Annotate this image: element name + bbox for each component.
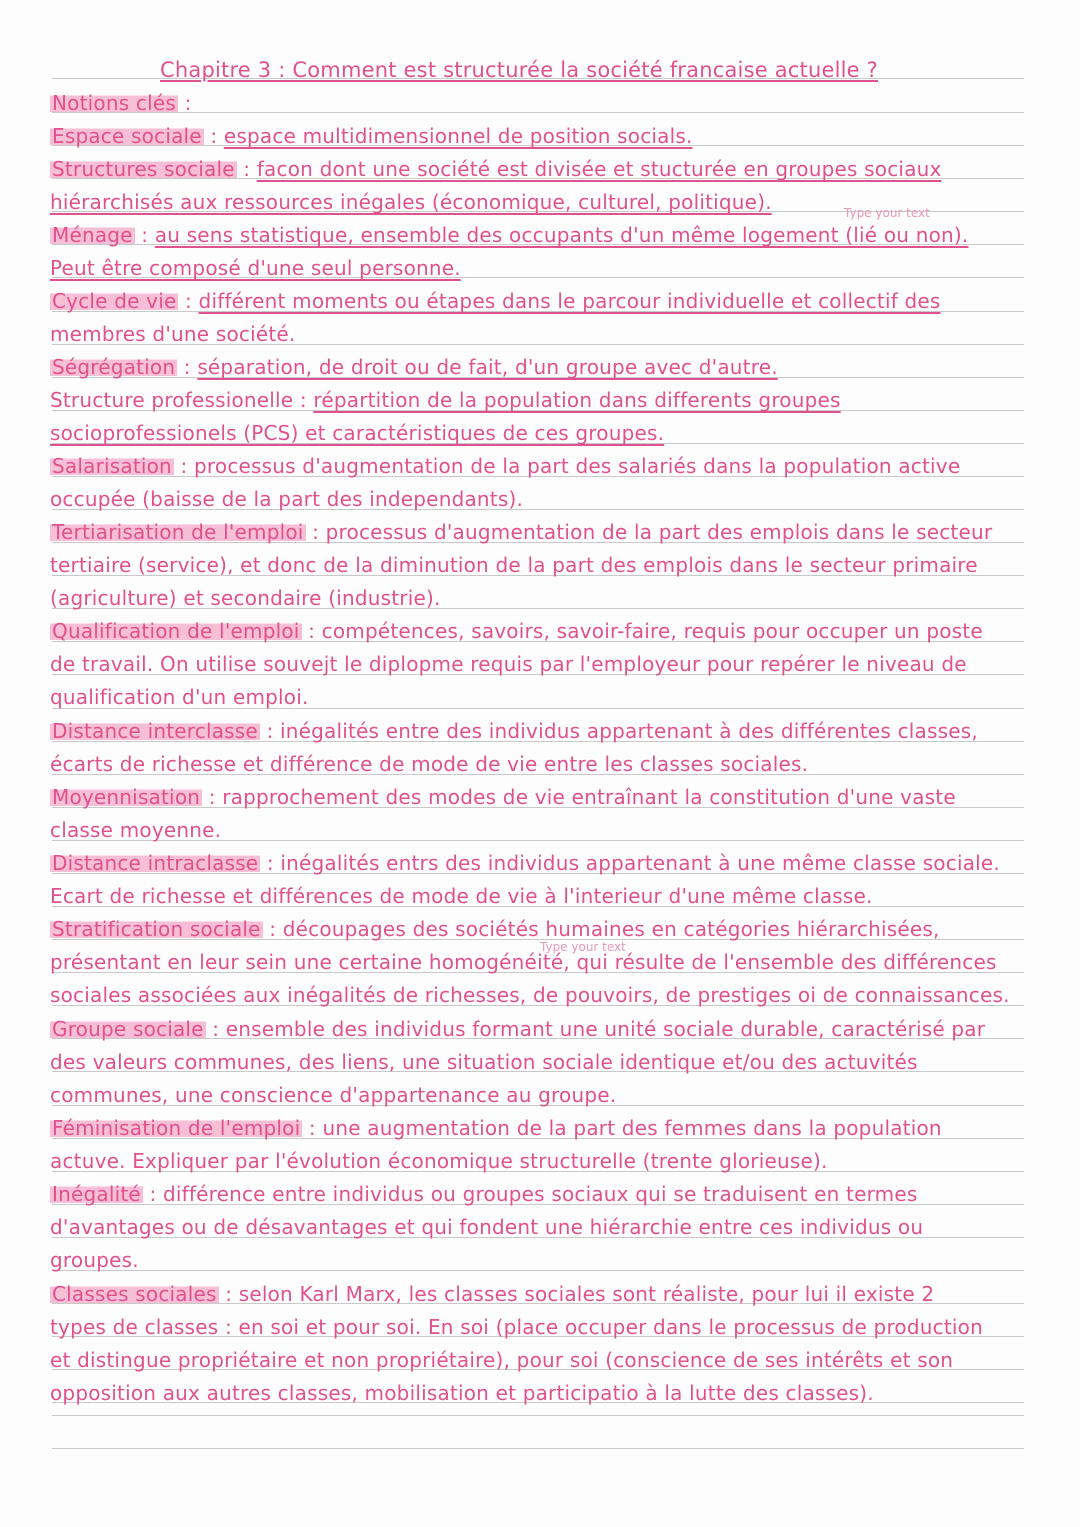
term-separator: : (134, 223, 155, 247)
definition-continuation (50, 1146, 1030, 1176)
watermark-text: Type your text (540, 940, 626, 954)
definition-text: facon dont une société est divisée et stucturée en groupes sociaux (256, 157, 942, 181)
definition-text: inégalités entrs des individus appartenant à une même classe sociale. (280, 851, 1000, 875)
term-label: Distance interclasse (52, 719, 258, 743)
definition-text: membres d'une société. (50, 322, 296, 346)
definition-continuation (50, 319, 1030, 349)
definition-text: communes, une conscience d'appartenance au groupe. (50, 1083, 617, 1107)
definition-text: groupes. (50, 1248, 139, 1272)
ruled-line (52, 1448, 1024, 1449)
term-label: Ménage (52, 223, 133, 247)
term-label: Classes sociales (52, 1282, 217, 1306)
term-label: Moyennisation (52, 785, 201, 809)
definition-feminisation (50, 1113, 1030, 1143)
definition-continuation (50, 947, 1030, 977)
term-separator: : (262, 917, 283, 941)
term-label: Structures sociale (52, 157, 235, 181)
section-heading (50, 88, 1030, 118)
term-label: Salarisation (52, 454, 172, 478)
definition-continuation (50, 1345, 1030, 1375)
definition-text: ensemble des individus formant une unité sociale durable, caractérisé par (225, 1017, 986, 1041)
definition-continuation (50, 815, 1030, 845)
definition-text: compétences, savoirs, savoir-faire, requis pour occuper un poste (321, 619, 983, 643)
definition-continuation (50, 881, 1030, 911)
definition-text: sociales associées aux inégalités de richesses, de pouvoirs, de prestiges oi de connaissances. (50, 983, 1010, 1007)
definition-continuation (50, 253, 1030, 283)
definition-text: tertiaire (service), et donc de la diminution de la part des emplois dans le secteur primaire (50, 553, 978, 577)
definition-text: découpages des sociétés humaines en catégories hiérarchisées, (282, 917, 940, 941)
term-label: Inégalité (52, 1182, 141, 1206)
definition-menage (50, 220, 1030, 250)
definition-text: socioprofessionels (PCS) et caractéristiques de ces groupes. (50, 421, 665, 445)
definition-tertiarisation (50, 517, 1030, 547)
definition-text: Peut être composé d'une seul personne. (50, 256, 461, 280)
definition-continuation (50, 1212, 1030, 1242)
heading-label: Notions clés (52, 91, 176, 115)
term-label: Stratification sociale (52, 917, 261, 941)
definition-continuation (50, 649, 1030, 679)
definition-continuation (50, 550, 1030, 580)
term-separator: : (177, 355, 198, 379)
definition-text: une augmentation de la part des femmes dans la population (322, 1116, 942, 1140)
definition-continuation (50, 980, 1030, 1010)
definition-text: processus d'augmentation de la part des salariés dans la population active (194, 454, 961, 478)
definition-groupe-sociale (50, 1014, 1030, 1044)
term-separator: : (218, 1282, 239, 1306)
definition-text: différence entre individus ou groupes sociaux qui se traduisent en termes (162, 1182, 918, 1206)
term-label: Espace sociale (52, 124, 202, 148)
definition-espace-sociale (50, 121, 1030, 151)
definition-text: présentant en leur sein une certaine homogénéité, qui résulte de l'ensemble des différences (50, 950, 997, 974)
term-separator: : (260, 851, 281, 875)
definition-text: (agriculture) et secondaire (industrie). (50, 586, 441, 610)
definition-text: selon Karl Marx, les classes sociales sont réaliste, pour lui il existe 2 (238, 1282, 935, 1306)
term-label: Tertiarisation de l'emploi (52, 520, 304, 544)
definition-classes-sociales (50, 1279, 1030, 1309)
definition-continuation (50, 682, 1030, 712)
definition-text: processus d'augmentation de la part des emplois dans le secteur (325, 520, 993, 544)
definition-text: et distingue propriétaire et non propriétaire), pour soi (conscience de ses intérêts et son (50, 1348, 954, 1372)
definition-text: rapprochement des modes de vie entraînant la constitution d'une vaste (222, 785, 956, 809)
definition-moyennisation (50, 782, 1030, 812)
term-label: Ségrégation (52, 355, 176, 379)
term-label: Qualification de l'emploi (52, 619, 300, 643)
term-separator: : (259, 719, 280, 743)
term-separator: : (202, 785, 223, 809)
definition-segregation (50, 352, 1030, 382)
definition-structure-professionelle (50, 385, 1030, 415)
term-separator: : (236, 157, 257, 181)
definition-structures-sociale (50, 154, 1030, 184)
page-title: Chapitre 3 : Comment est structurée la société francaise actuelle ? (160, 58, 878, 82)
definition-text: séparation, de droit ou de fait, d'un groupe avec d'autre. (197, 355, 778, 379)
definition-cycle-de-vie (50, 286, 1030, 316)
definition-text: de travail. On utilise souvejt le diplopme requis par l'employeur pour repérer le niveau de (50, 652, 967, 676)
definition-text: actuve. Expliquer par l'évolution économique structurelle (trente glorieuse). (50, 1149, 828, 1173)
term-label: Féminisation de l'emploi (52, 1116, 301, 1140)
ruled-line (52, 1415, 1024, 1416)
definition-text: espace multidimensionnel de position socials. (223, 124, 693, 148)
definition-text: classe moyenne. (50, 818, 222, 842)
definition-text: au sens statistique, ensemble des occupants d'un même logement (lié ou non). (154, 223, 969, 247)
definition-text: hiérarchisés aux ressources inégales (économique, culturel, politique). (50, 190, 772, 214)
definition-continuation (50, 418, 1030, 448)
watermark-text: Type your text (844, 206, 930, 220)
definition-continuation (50, 1312, 1030, 1342)
term-separator: : (302, 1116, 323, 1140)
term-label: Cycle de vie (52, 289, 177, 313)
definition-continuation (50, 749, 1030, 779)
definition-inegalite (50, 1179, 1030, 1209)
definition-text: types de classes : en soi et pour soi. En soi (place occuper dans le processus de production (50, 1315, 983, 1339)
definition-text: occupée (baisse de la part des independants). (50, 487, 524, 511)
definition-distance-intraclasse (50, 848, 1030, 878)
definition-text: différent moments ou étapes dans le parcour individuelle et collectif des (198, 289, 941, 313)
definition-continuation (50, 1047, 1030, 1077)
definition-text: d'avantages ou de désavantages et qui fondent une hiérarchie entre ces individus ou (50, 1215, 924, 1239)
definition-distance-interclasse (50, 716, 1030, 746)
term-label: Structure professionelle (50, 388, 294, 412)
definition-continuation (50, 1378, 1030, 1408)
term-separator: : (305, 520, 326, 544)
definition-text: des valeurs communes, des liens, une situation sociale identique et/ou des actuvités (50, 1050, 918, 1074)
term-separator: : (301, 619, 322, 643)
definition-continuation (50, 484, 1030, 514)
term-separator: : (205, 1017, 226, 1041)
term-separator: : (293, 388, 314, 412)
definition-text: Ecart de richesse et différences de mode de vie à l'interieur d'une même classe. (50, 884, 873, 908)
definition-continuation (50, 1245, 1030, 1275)
definition-text: opposition aux autres classes, mobilisation et participatio à la lutte des classes). (50, 1381, 874, 1405)
heading-separator: : (177, 91, 192, 115)
term-separator: : (203, 124, 224, 148)
definition-salarisation (50, 451, 1030, 481)
term-separator: : (142, 1182, 163, 1206)
definition-qualification (50, 616, 1030, 646)
term-separator: : (173, 454, 194, 478)
definition-text: écarts de richesse et différence de mode de vie entre les classes sociales. (50, 752, 809, 776)
term-label: Groupe sociale (52, 1017, 204, 1041)
term-separator: : (178, 289, 199, 313)
definition-text: inégalités entre des individus appartenant à des différentes classes, (280, 719, 978, 743)
definition-text: répartition de la population dans differents groupes (313, 388, 841, 412)
definition-text: qualification d'un emploi. (50, 685, 309, 709)
definition-continuation (50, 1080, 1030, 1110)
definition-continuation (50, 583, 1030, 613)
term-label: Distance intraclasse (52, 851, 259, 875)
